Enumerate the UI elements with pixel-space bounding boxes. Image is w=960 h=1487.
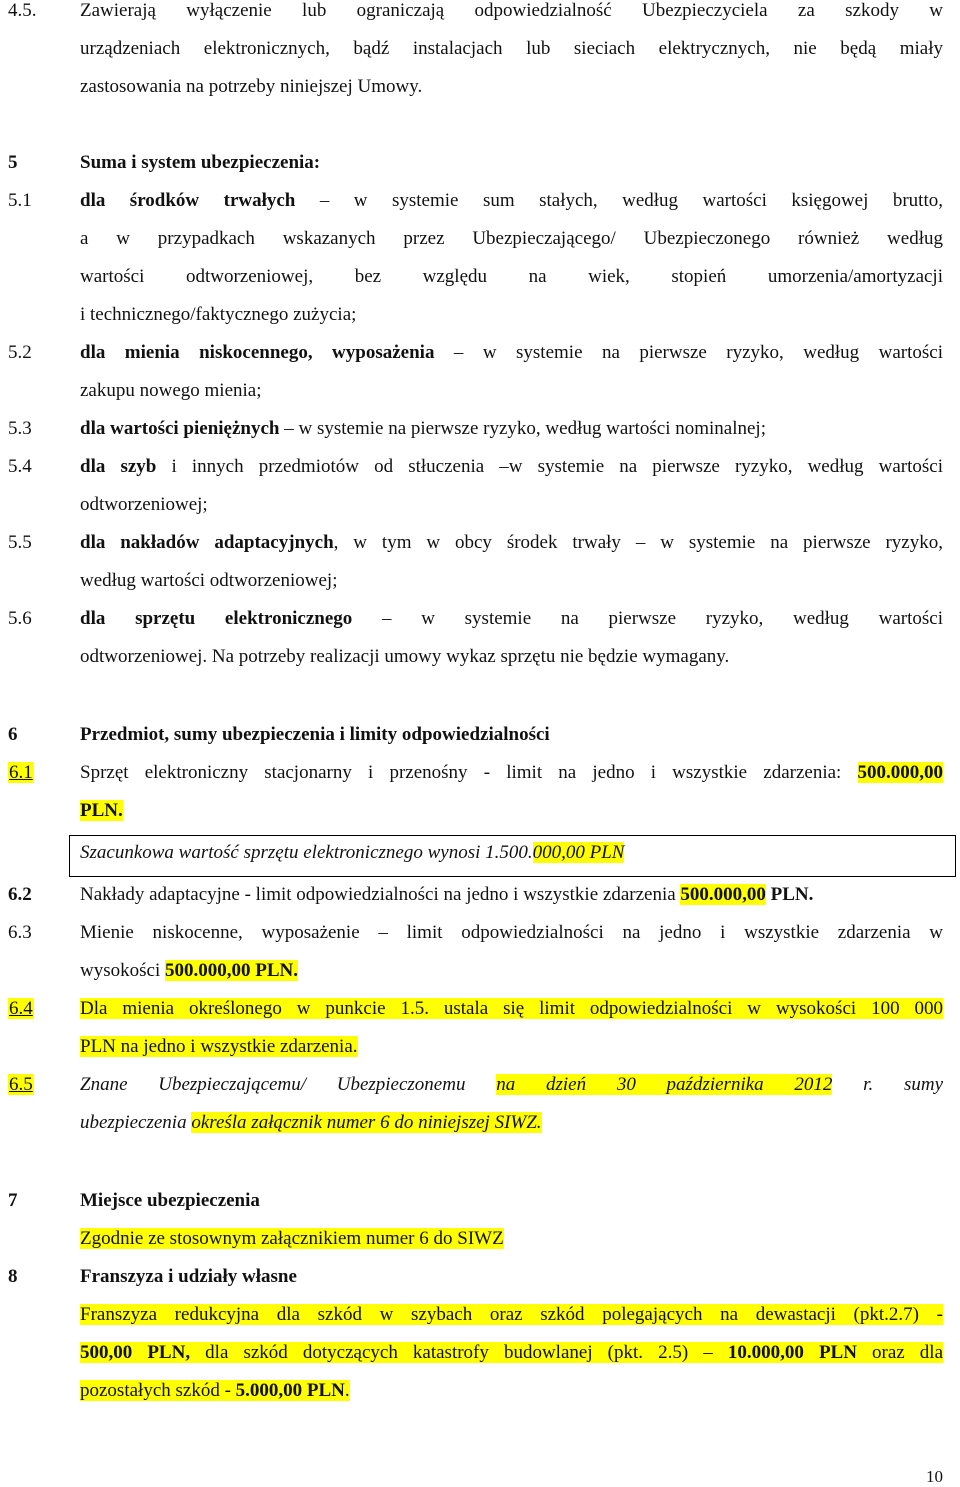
- clause-text-line: [80, 998, 943, 1020]
- clause-text-line: [80, 456, 943, 478]
- clause-bold-term: dla szyb: [80, 456, 157, 477]
- highlighted-text: Zgodnie ze stosownym załącznikiem numer 6 do SIWZ: [80, 1228, 504, 1249]
- clause-bold-term: dla środków trwałych: [80, 190, 296, 211]
- estimate-text: [80, 842, 624, 864]
- clause-number-highlight: 6.4: [9, 998, 33, 1019]
- estimate-text-part: Szacunkowa wartość sprzętu elektronicznego wynosi 1.500.: [80, 842, 533, 863]
- clause-text-line: [80, 1036, 943, 1058]
- clause-number: 5.5: [8, 532, 32, 553]
- clause-text-line: wartości odtworzeniowej, bez względu na wiek, stopień umorzenia/amortyzacji: [80, 266, 943, 287]
- clause-text: – w systemie na pierwsze ryzyko, według wartości: [382, 608, 943, 629]
- clause-text-line: [80, 1342, 943, 1364]
- clause-bold-term: dla nakładów adaptacyjnych: [80, 532, 334, 553]
- clause-bold-term: dla wartości pieniężnych: [80, 418, 280, 439]
- clause-number: 5.2: [8, 342, 32, 363]
- clause-number: 5.4: [8, 456, 32, 477]
- clause-text-line: odtworzeniowej. Na potrzeby realizacji umowy wykaz sprzętu nie będzie wymagany.: [80, 646, 730, 667]
- clause-text: , w tym w obcy środek trwały – w systemie na pierwsze ryzyko,: [333, 532, 943, 553]
- section-title: Przedmiot, sumy ubezpieczenia i limity odpowiedzialności: [80, 724, 550, 745]
- page-number: 10: [926, 1467, 943, 1486]
- clause-text-line: [80, 960, 943, 982]
- highlighted-text: .: [344, 1380, 350, 1401]
- clause-text-line: [80, 532, 943, 554]
- highlighted-amount: 500,00 PLN,: [80, 1342, 191, 1363]
- section-title: Miejsce ubezpieczenia: [80, 1190, 260, 1211]
- section-number: 8: [8, 1266, 18, 1287]
- clause-text-line: Zawierają wyłączenie lub ograniczają odpowiedzialność Ubezpieczyciela za szkody w: [80, 0, 943, 21]
- highlighted-text: PLN na jedno i wszystkie zdarzenia.: [80, 1036, 358, 1057]
- clause-text-line: [80, 190, 943, 212]
- clause-text: Sprzęt elektroniczny stacjonarny i przenośny - limit na jedno i wszystkie zdarzenia:: [80, 762, 858, 783]
- clause-text-line: [80, 1074, 943, 1096]
- highlighted-amount: PLN.: [80, 800, 123, 821]
- section-number: 6: [8, 724, 18, 745]
- clause-text: i innych przedmiotów od stłuczenia –w systemie na pierwsze ryzyko, według wartości: [156, 456, 943, 477]
- section-number: 7: [8, 1190, 18, 1211]
- highlighted-text: Dla mienia określonego w punkcie 1.5. ustala się limit odpowiedzialności w wysokości 100 000: [80, 998, 943, 1019]
- clause-text: r. sumy: [832, 1074, 943, 1095]
- clause-text-line: a w przypadkach wskazanych przez Ubezpieczającego/ Ubezpieczonego również według: [80, 228, 943, 249]
- clause-number: [8, 1074, 34, 1096]
- clause-number-highlight: 6.1: [9, 762, 33, 783]
- clause-text-line: [80, 884, 813, 906]
- highlighted-amount: 10.000,00 PLN: [727, 1342, 857, 1363]
- clause-text: ubezpieczenia: [80, 1112, 192, 1133]
- clause-text: wysokości: [80, 960, 165, 981]
- clause-number: 5.6: [8, 608, 32, 629]
- clause-number: 6.3: [8, 922, 32, 943]
- highlighted-amount: 5.000,00 PLN: [235, 1380, 345, 1401]
- clause-bold-term: dla mienia niskocennego, wyposażenia: [80, 342, 435, 363]
- clause-number: 6.2: [8, 884, 32, 905]
- clause-text-line: Mienie niskocenne, wyposażenie – limit odpowiedzialności na jedno i wszystkie zdarzenia w: [80, 922, 943, 943]
- section-title: Franszyza i udziały własne: [80, 1266, 297, 1287]
- clause-number: 5.3: [8, 418, 32, 439]
- clause-number-highlight: 6.5: [9, 1074, 33, 1095]
- clause-text: – w systemie na pierwsze ryzyko, według wartości nominalnej;: [279, 418, 766, 439]
- clause-text: – w systemie sum stałych, według wartości księgowej brutto,: [319, 190, 943, 211]
- clause-number: 4.5.: [8, 0, 37, 21]
- clause-bold-term: dla sprzętu elektronicznego: [80, 608, 353, 629]
- clause-text-line: i technicznego/faktycznego zużycia;: [80, 304, 357, 325]
- clause-number: [8, 762, 34, 784]
- estimate-text-highlight: 000,00 PLN: [532, 842, 625, 863]
- clause-text: Znane Ubezpieczającemu/ Ubezpieczonemu: [80, 1074, 497, 1095]
- highlighted-amount: 500.000,00: [857, 762, 943, 783]
- clause-number: 5.1: [8, 190, 32, 211]
- highlighted-text: Franszyza redukcyjna dla szkód w szybach oraz szkód polegających na dewastacji (pkt.2.7) -: [80, 1304, 943, 1325]
- highlighted-amount: 500.000,00: [680, 884, 766, 905]
- clause-text-line: [80, 1112, 943, 1134]
- highlighted-text: dla szkód dotyczących katastrofy budowlanej (pkt. 2.5) –: [190, 1342, 728, 1363]
- clause-text-line: [80, 342, 943, 364]
- clause-text-line: [80, 1228, 504, 1250]
- clause-text-line: odtworzeniowej;: [80, 494, 208, 515]
- clause-text-line: [80, 1304, 943, 1326]
- section-title: Suma i system ubezpieczenia:: [80, 152, 321, 173]
- clause-number: [8, 998, 34, 1020]
- clause-text-line: według wartości odtworzeniowej;: [80, 570, 338, 591]
- highlighted-text: pozostałych szkód -: [80, 1380, 236, 1401]
- clause-text-line: urządzeniach elektronicznych, bądź instalacjach lub sieciach elektrycznych, nie będą miały: [80, 38, 943, 59]
- clause-text-line: zastosowania na potrzeby niniejszej Umowy.: [80, 76, 423, 97]
- highlighted-text: oraz dla: [856, 1342, 944, 1363]
- clause-text-line: zakupu nowego mienia;: [80, 380, 262, 401]
- clause-text: Nakłady adaptacyjne - limit odpowiedzialności na jedno i wszystkie zdarzenia: [80, 884, 681, 905]
- highlighted-text: określa załącznik numer 6 do niniejszej SIWZ.: [191, 1112, 542, 1133]
- clause-text-line: [80, 418, 766, 440]
- section-number: 5: [8, 152, 18, 173]
- clause-text-line: [80, 1380, 943, 1402]
- highlighted-amount: 500.000,00 PLN.: [164, 960, 298, 981]
- clause-text: – w systemie na pierwsze ryzyko, według wartości: [453, 342, 943, 363]
- clause-text-line: [80, 800, 943, 822]
- highlighted-date: na dzień 30 października 2012: [496, 1074, 833, 1095]
- clause-text-line: [80, 762, 943, 784]
- clause-text: PLN.: [765, 884, 814, 905]
- clause-text-line: [80, 608, 943, 630]
